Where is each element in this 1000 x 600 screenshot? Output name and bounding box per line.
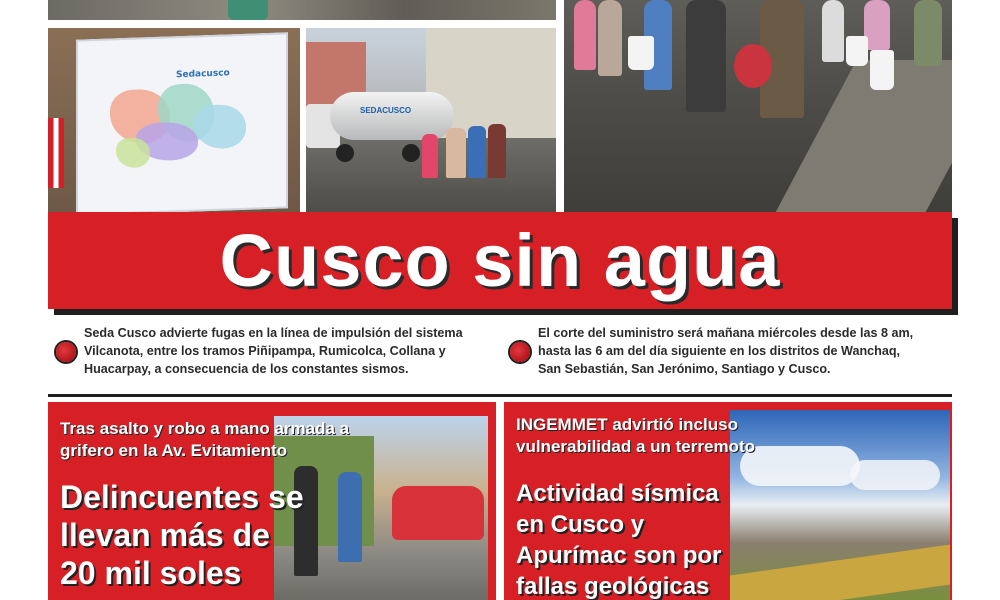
cloud-shape (740, 446, 860, 486)
kicker-line: vulnerabilidad a un terremoto (516, 437, 755, 456)
bucket-shape (846, 36, 868, 66)
red-car (392, 486, 484, 540)
headline-line: fallas geológicas (516, 573, 710, 600)
person-shape (488, 124, 506, 178)
person-shape (468, 126, 486, 178)
story-kicker-right (516, 414, 755, 458)
person-shape (446, 128, 466, 178)
cloud-shape (850, 460, 940, 490)
headline-line: Delincuentes se (60, 479, 304, 515)
lead-line: Huacarpay, a consecuencia de los constantes sismos. (84, 362, 409, 376)
person-shape (574, 0, 596, 70)
headline-line: 20 mil soles (60, 555, 242, 591)
story-panel-left (48, 402, 496, 600)
truck-label: SEDACUSCO (360, 106, 412, 115)
water-tank (330, 92, 454, 140)
lead-line: hasta las 6 am del día siguiente en los distritos de Wanchaq, (538, 344, 901, 358)
headline-line: llevan más de (60, 517, 270, 553)
truck-wheel (336, 144, 354, 162)
lead-right (538, 324, 958, 378)
person-shape (914, 0, 942, 66)
water-queue-photo (564, 0, 952, 212)
truck-wheel (402, 144, 420, 162)
story-headline-left (60, 478, 304, 592)
lead-line: Vilcanota, entre los tramos Piñipampa, Rumicolca, Collana y (84, 344, 446, 358)
main-headline: Cusco sin agua (219, 219, 781, 302)
map-region (116, 137, 150, 168)
headline-line: Apurímac son por (516, 542, 722, 569)
person-shape (822, 0, 844, 62)
kicker-line: Tras asalto y robo a mano armada a (60, 419, 350, 438)
story-panel-right (504, 402, 952, 600)
headline-line: en Cusco y (516, 511, 645, 538)
map-region (194, 104, 246, 150)
water-bin-shape (228, 0, 268, 20)
story-kicker-left (60, 418, 349, 462)
person-shape (686, 0, 726, 112)
bucket-shape (734, 44, 772, 88)
section-divider (48, 394, 952, 397)
hill-shape (730, 545, 950, 600)
top-photo-strip (48, 0, 556, 20)
peru-flag (48, 118, 64, 188)
headline-line: Actividad sísmica (516, 480, 719, 507)
kicker-line: INGEMMET advirtió incluso (516, 415, 738, 434)
lead-line: Seda Cusco advierte fugas en la línea de impulsión del sistema (84, 326, 463, 340)
bucket-shape (870, 50, 894, 90)
lead-line: San Sebastián, San Jerónimo, Santiago y Cusco. (538, 362, 831, 376)
person-shape (422, 134, 438, 178)
person-shape (338, 472, 362, 562)
sedacusco-logo-text: Sedacusco (176, 68, 230, 81)
kicker-line: grifero en la Av. Evitamiento (60, 441, 288, 460)
person-shape (598, 0, 622, 76)
water-truck-photo (306, 28, 556, 212)
bullet-icon (510, 342, 530, 362)
story-headline-right (516, 478, 721, 600)
lead-left (84, 324, 504, 378)
bullet-icon (56, 342, 76, 362)
lead-line: El corte del suministro será mañana miércoles desde las 8 am, (538, 326, 914, 340)
projection-screen (76, 32, 288, 212)
map-presentation-photo (48, 28, 300, 212)
bucket-shape (628, 36, 654, 70)
cusco-landscape-photo (730, 410, 950, 600)
